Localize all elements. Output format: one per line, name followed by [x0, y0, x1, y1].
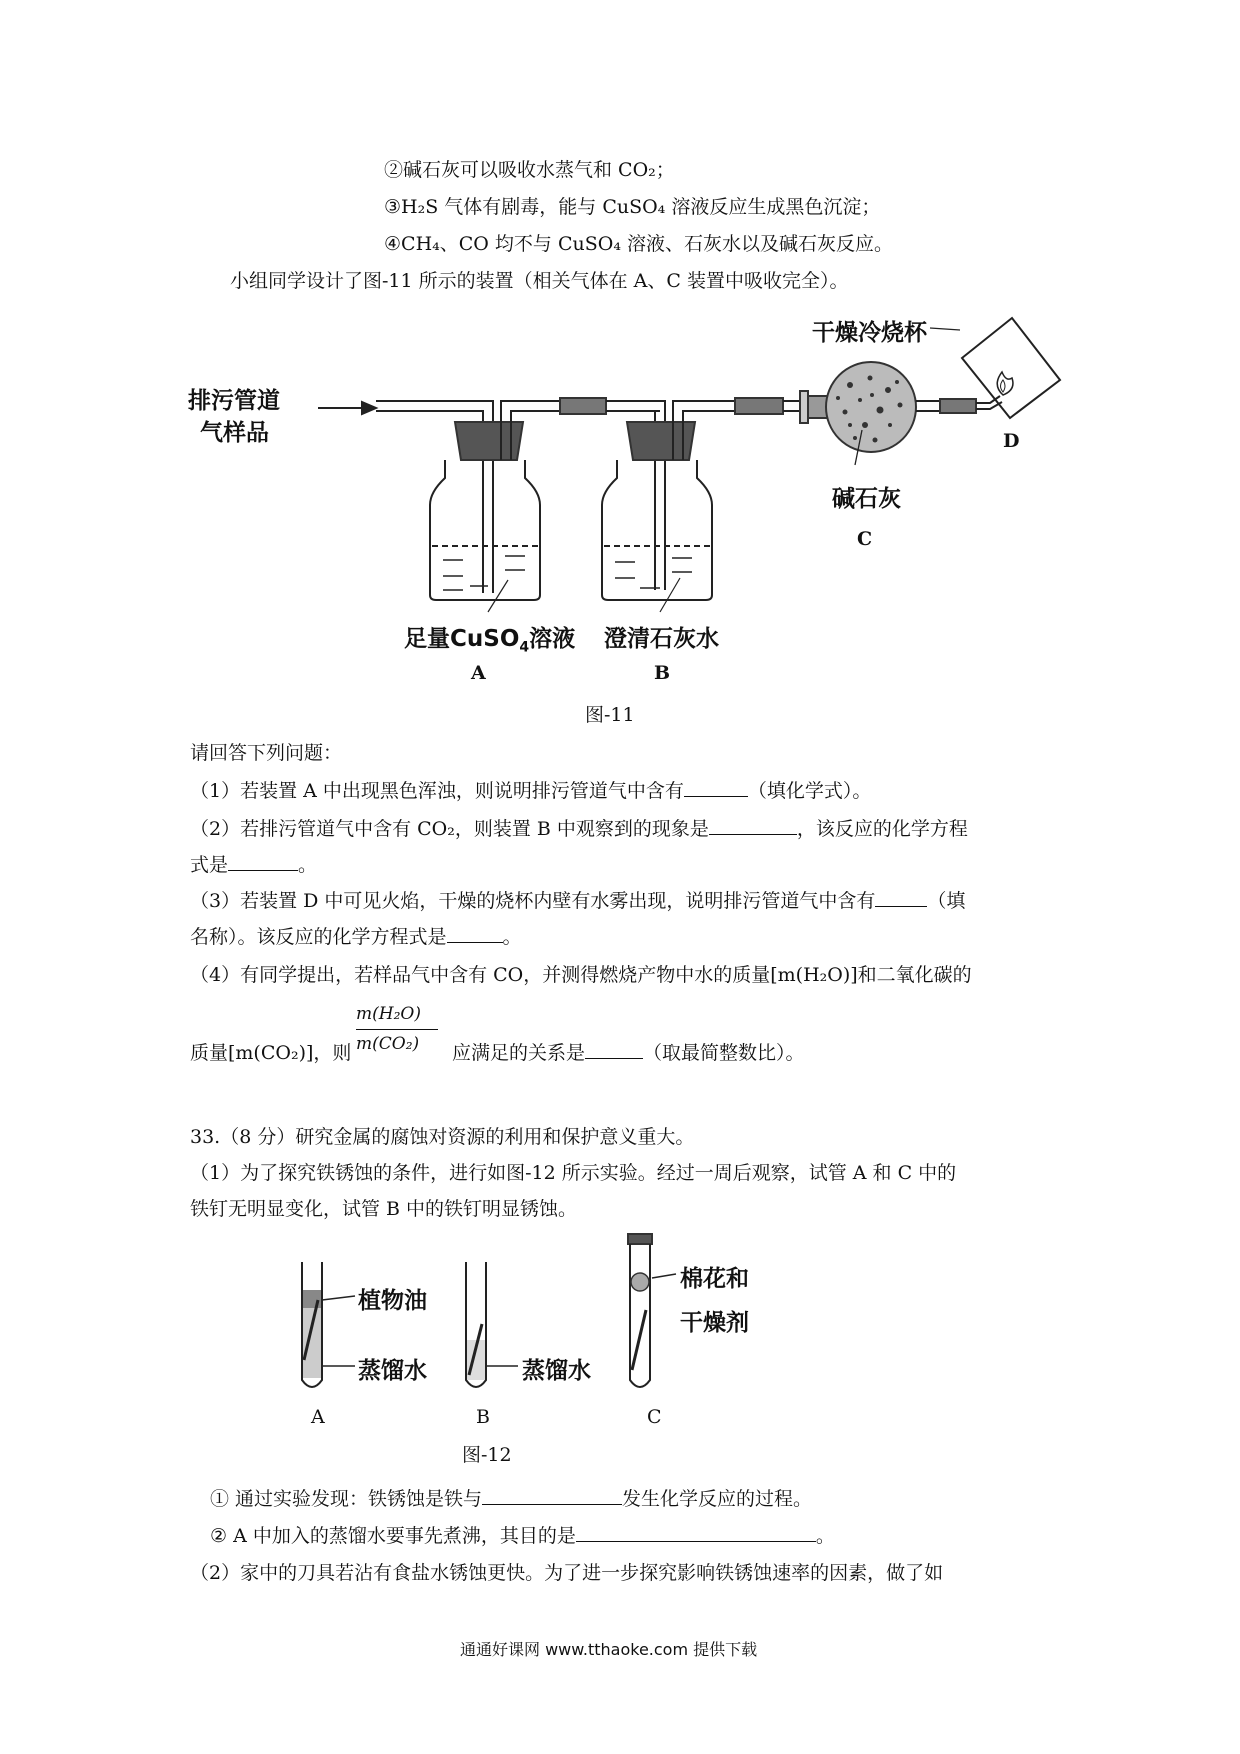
intro-text: 小组同学设计了图-11 所示的装置（相关气体在 A、C 装置中吸收完全）。 — [230, 270, 849, 292]
questions-prompt: 请回答下列问题： — [190, 742, 343, 764]
q33-part1-line1: （1）为了探究铁锈蚀的条件，进行如图-12 所示实验。经过一周后观察，试管 A 和 C 中的 — [190, 1162, 957, 1184]
q33-part1-line2: 铁钉无明显变化，试管 B 中的铁钉明显锈蚀。 — [190, 1198, 578, 1220]
label-d: D — [1003, 430, 1020, 452]
water-a-label: 蒸馏水 — [358, 1358, 427, 1384]
cotton-label-line2: 干燥剂 — [680, 1310, 749, 1336]
cotton-and-desiccant — [631, 1273, 649, 1291]
question-4-line2: 质量[m(CO₂)]，则 — [190, 1042, 352, 1064]
tube-b-label: B — [476, 1406, 490, 1428]
oil-label: 植物油 — [358, 1288, 427, 1314]
question-4-line1: （4）有同学提出，若样品气中含有 CO，并测得燃烧产物中水的质量[m(H₂O)]和二氧化碳的 — [190, 964, 972, 986]
label-c: C — [857, 528, 873, 550]
tube-a-label: A — [311, 1406, 325, 1428]
bottle-a-label: 足量CuSO$_4$溶液 — [404, 626, 576, 656]
q33-title: 33.（8 分）研究金属的腐蚀对资源的利用和保护意义重大。 — [190, 1126, 695, 1148]
q33-part2: （2）家中的刀具若沾有食盐水锈蚀更快。为了进一步探究影响铁锈蚀速率的因素，做了如 — [190, 1562, 944, 1584]
question-1: （1）若装置 A 中出现黑色浑浊，则说明排污管道气中含有 （填化学式）。 — [190, 780, 872, 802]
label-a: A — [471, 662, 486, 684]
water-b-label: 蒸馏水 — [522, 1358, 591, 1384]
question-2-line2: 式是 。 — [190, 854, 318, 876]
question-3: （3）若装置 D 中可见火焰，干燥的烧杯内壁有水雾出现，说明排污管道气中含有 （填 — [190, 890, 966, 912]
cotton-label-line1: 棉花和 — [680, 1266, 749, 1292]
page-footer: 通通好课网 www.tthaoke.com 提供下载 — [460, 1640, 758, 1659]
note-4: ④CH₄、CO 均不与 CuSO₄ 溶液、石灰水以及碱石灰反应。 — [384, 233, 893, 255]
question-4-relation: 应满足的关系是 （取最简整数比）。 — [452, 1042, 805, 1064]
question-3-line2: 名称）。该反应的化学方程式是 。 — [190, 926, 522, 948]
question-2: （2）若排污管道气中含有 CO₂，则装置 B 中观察到的现象是 ，该反应的化学方程 — [190, 818, 968, 840]
q33-sub-2: ② A 中加入的蒸馏水要事先煮沸，其目的是 。 — [210, 1525, 835, 1547]
fraction-denominator: m(CO₂) — [356, 1034, 420, 1054]
figure-12-caption: 图-12 — [462, 1444, 512, 1466]
label-b: B — [654, 662, 671, 684]
soda-lime-label: 碱石灰 — [832, 486, 901, 512]
q33-sub-1: ① 通过实验发现：铁锈蚀是铁与 发生化学反应的过程。 — [210, 1488, 813, 1510]
inlet-label-line1: 排污管道 — [188, 388, 280, 414]
beaker-label: 干燥冷烧杯 — [812, 320, 927, 346]
inlet-label-line2: 气样品 — [200, 420, 269, 446]
note-3: ③H₂S 气体有剧毒，能与 CuSO₄ 溶液反应生成黑色沉淀； — [384, 196, 881, 218]
fraction-numerator: m(H₂O) — [356, 1004, 421, 1024]
tube-c-label: C — [647, 1406, 662, 1428]
figure-11-caption: 图-11 — [585, 704, 635, 726]
bottle-b-label: 澄清石灰水 — [604, 626, 719, 652]
note-2: ②碱石灰可以吸收水蒸气和 CO₂； — [384, 159, 675, 181]
